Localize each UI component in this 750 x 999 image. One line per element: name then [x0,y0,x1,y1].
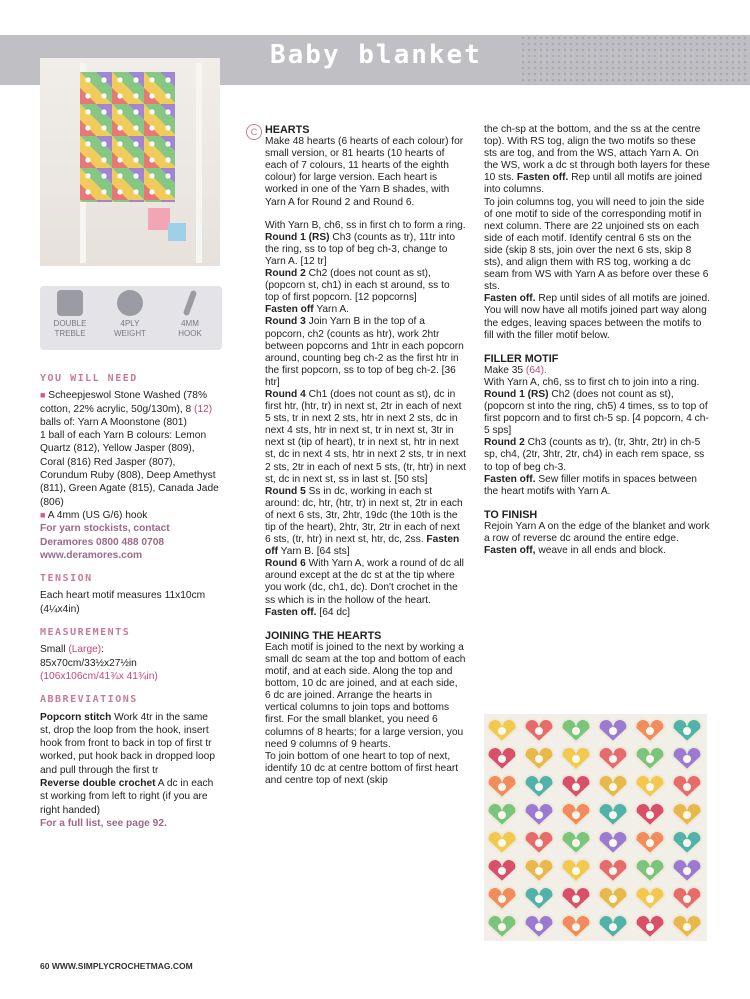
column-2 [484,124,710,557]
heart-motif [525,887,554,910]
stitch-swatch-icon [57,290,83,316]
text: Popcorn stitch [40,711,112,723]
toy-cube [148,208,170,230]
heading-hearts: HEARTS [265,124,310,136]
abbr-popcorn [40,711,220,777]
heart-motif [673,803,702,826]
text: the ch-sp at the bottom, and the ss at the centre top). With RS tog, align the two motifs so these sts are tog, and from the WS, attach Yarn A. On the WS, work a dc st through both layers for these 10 sts. [484,124,710,184]
heart-motif [599,915,628,938]
icon-label: 4PLY WEIGHT [114,319,146,338]
heart-motif [562,803,591,826]
paragraph: To join bottom of one heart to top of next, identify 10 dc at centre bottom of first heart and centre top of next (skip [265,750,459,786]
hook-icon [168,290,212,339]
heart-motif [599,859,628,882]
section-heading: ABBREVIATIONS [40,694,138,706]
heart-motif [636,775,665,798]
text: A 4mm (US G/6) hook [47,509,148,521]
text: Round 4 [265,388,306,400]
materials-hook: ■ A 4mm (US G/6) hook [40,509,148,521]
text: Scheepjeswol Stone Washed (78% cotton, 22% acrylic, 50g/130m), 8 [40,390,208,415]
heart-motif [562,831,591,854]
text: With Yarn A, work a round of dc all around except at the dc st at the tip where you work (dc, ch1, dc). Don't crochet in the ss which is in the hollow of the heart. [265,558,464,606]
heart-motif [673,747,702,770]
section-badge: C [246,124,262,140]
round [265,558,466,618]
paragraph [484,474,710,498]
skill-icons [40,286,222,350]
heart-motif [562,747,591,770]
heart-motif [673,887,702,910]
yarn-ball-icon [108,290,152,339]
heart-motif [599,831,628,854]
text: Ch2 (does not count as st), (popcorn st, ch1) in each st around, ss to top of first popcorn. [12 popcorns] [265,268,450,304]
heart-motif [636,887,665,910]
heart-motif [636,719,665,742]
heart-motif [525,859,554,882]
text: Rep until all motifs are joined into columns. [484,172,703,196]
text: (64). [525,364,547,376]
measure-sizes: Small (Large): [40,644,105,656]
section-heading: YOU WILL NEED [40,373,138,384]
materials-yarn: ■ Scheepjeswol Stone Washed (78% cotton, 22% acrylic, 50g/130m), 8 (12) balls of: Yarn A Moonstone (801) [40,390,213,428]
heart-motif [599,747,628,770]
heart-motif [488,747,517,770]
heart-motif [673,719,702,742]
website-link[interactable]: www.deramores.com [40,549,143,561]
heart-motif [636,915,665,938]
hearts-grid-image [484,714,707,941]
heart-motif [599,719,628,742]
section-heading: MEASUREMENTS [40,627,131,639]
text: Fasten off. [265,606,317,618]
text: (Large) [68,644,102,656]
text: Fasten off [265,304,314,316]
measure-large: (106x106cm/41¾x 41¾in) [40,670,158,682]
round [265,389,466,486]
text: Fasten off. [484,473,536,485]
heart-motif [525,719,554,742]
text: Make 35 [484,364,524,376]
heart-motif [562,915,591,938]
text: Yarn A. [316,304,349,316]
heart-motif [673,859,702,882]
text: Round 1 (RS) [484,388,549,400]
text: Fasten off [265,534,460,558]
paragraph: Make 48 hearts (6 hearts of each colour) for small version, or 81 hearts (10 hearts of each of 7 colours, 11 hearts of the eighth colour) for large version. Each heart is worked in one of the Yarn B shades, with Yarn A for Round 2 and Round 6. [265,136,464,208]
heart-motif [525,831,554,854]
heart-motif [488,831,517,854]
text: Yarn B. [64 sts] [280,546,350,558]
text: Round 1 (RS) [265,231,330,243]
heart-motif [562,887,591,910]
text: Work 4tr in the same st, drop the loop from the hook, insert hook from front to back in top of first tr worked, put hook back in dropped loop and pull through the first tr [40,711,216,776]
round [265,304,466,316]
text: Round 6 [265,558,306,570]
paragraph: Each motif is joined to the next by working a small dc seam at the top and bottom of each motif, and at each side. Along the top and bottom, 10 dc are joined, and at each side, 6 dc are joined. Arrange the hearts in vertical columns to join tops and bottoms first. For the small blanket, you need 6 columns of 8 hearts; for a large version, you need 9 columns of 9 hearts. [265,641,466,750]
round [265,268,466,304]
yarn-icon [117,290,143,316]
text: Ss in dc, working in each st around: dc, htr, (htr, tr) in next st, 2tr in each of next 6 sts, 3tr, 2htr, 19dc (the 10th is the tip of the heart), 2htr, 3tr, 2tr in each of next 6 sts, (tr, htr) in next st, htr, dc, 2ss. [265,485,463,546]
double-treble-icon [48,290,92,339]
banner-pattern [520,35,750,85]
column-1 [265,124,466,787]
heart-motif [636,803,665,826]
paragraph [484,197,710,294]
round [484,389,710,437]
text: Round 2 [484,437,525,449]
heart-motif [636,747,665,770]
heart-motif [673,915,702,938]
heart-motif [673,831,702,854]
heart-motif [562,719,591,742]
text: Rep until sides of all motifs are joined. You will now have all motifs joined part way along the edges, leaving spaces between the motifs to fill with the filler motif below. [484,293,710,341]
text: Round 5 [265,485,306,497]
text: balls of: Yarn A Moonstone (801) [40,416,187,428]
text: Ch3 (counts as tr), (tr, 3htr, 2tr) in ch-5 sp, ch4, (2tr, 3htr, 2tr, ch4) in each rem space, ss to top of beg ch-3. [484,437,705,473]
paragraph [484,545,710,557]
heart-motif [525,775,554,798]
materials-colours: 1 ball of each Yarn B colours: Lemon Quartz (812), Yellow Jasper (809), Coral (816) Red Jasper (807), Corundum Ruby (808), Deep Amethyst (811), Green Agate (815), Canada Jade (806) [40,430,219,508]
heart-motif [488,719,517,742]
paragraph: With Yarn A, ch6, ss to first ch to join into a ring. [484,376,700,388]
page-title: Baby blanket [270,40,482,70]
heading-filler: FILLER MOTIF [484,352,559,365]
text: Join Yarn B in the top of a popcorn, ch2 (counts as htr), work 2htr between popcorns and 1htr in each popcorn around, counting beg ch-2 as the first htr in the first popcorn, ss to top of beg ch-2. [36 htr] [265,316,464,388]
text: weave in all ends and block. [538,545,666,557]
text: To join columns tog, you will need to join the side of one motif to side of the corresponding motif in next column. There are 22 unjoined sts on each side of each motif. Identify central 6 sts on the side (skip 8 sts, join over the next 6 sts, skip 8 sts), and align them with RS tog, working a dc seam from WS with Yarn A as before over these 6 sts. [484,196,709,293]
heart-motif [562,859,591,882]
heart-motif [488,775,517,798]
heart-motif [599,803,628,826]
heart-motif [488,887,517,910]
text: Round 2 [265,268,306,280]
round [265,486,466,559]
paragraph [484,124,710,197]
text: Fasten off. [516,172,569,184]
heart-motif [488,803,517,826]
hook-shape-icon [183,290,198,316]
paragraph: Rejoin Yarn A on the edge of the blanket and work a row of reverse dc around the entire edge. [484,520,710,544]
heart-motif [599,775,628,798]
sidebar [40,372,220,840]
text: A dc in each st working from left to right (if you are right handed) [40,778,214,816]
text: Round 3 [265,316,306,328]
abbr-rdc [40,777,220,817]
section-heading: TENSION [40,573,93,585]
measure-small: 85x70cm/33½x27½in [40,657,137,669]
paragraph [484,293,710,341]
heart-motif [636,831,665,854]
icon-label: 4MM HOOK [178,319,202,338]
heart-motif [525,915,554,938]
heading-joining: JOINING THE HEARTS [265,629,382,642]
heart-motif [525,803,554,826]
round [484,437,710,473]
text: (12) [194,403,213,415]
heart-motif [562,775,591,798]
heading-finish: TO FINISH [484,508,538,521]
heart-motif [525,747,554,770]
paragraph: With Yarn B, ch6, ss in first ch to form a ring. [265,219,466,231]
text: Fasten off, [484,545,536,557]
heart-motif [636,859,665,882]
text: Fasten off. [484,293,536,305]
blanket-photo [40,58,220,266]
heart-motif [599,887,628,910]
heart-motif [488,915,517,938]
round [265,316,466,389]
toy-cube [168,223,186,241]
stockists-text: For yarn stockists, contact Deramores 0800 488 0708 [40,523,170,548]
text: Small [40,644,66,656]
text: Sew filler motifs in spaces between the heart motifs with Yarn A. [484,473,697,497]
text: Reverse double crochet [40,778,156,790]
finished-blanket-photo [484,714,707,941]
heart-motif [673,775,702,798]
paragraph [484,365,710,377]
text: [64 dc] [319,606,350,618]
text: Ch2 (does not count as st), (popcorn st into the ring, ch5) 4 times, ss to top of first popcorn and to first ch-5 sp. [4 popcorn, 4 ch-5 sps] [484,388,709,437]
tension-text: Each heart motif measures 11x10cm (4¼x4in) [40,590,206,615]
page-footer: 60 WWW.SIMPLYCROCHETMAG.COM [40,961,193,971]
icon-label: DOUBLE TREBLE [53,319,87,338]
full-list-link[interactable]: For a full list, see page 92. [40,817,167,829]
text: Ch1 (does not count as st), dc in first htr, (htr, tr) in next st, 2tr in each of next 5 sts, tr in next 2 sts, htr in next 2 sts, dc in next 4 sts, htr in next st, tr in next st, 3tr in next st (tip of heart), tr in next st, htr in next st, dc in next 4 sts, htr in next 2 sts, tr in next 2 sts, 2tr in each of next 5 sts, (tr, htr) in next st, dc in next st, ss in last st. [50 sts] [265,388,467,485]
blanket-shape [80,72,175,202]
round [265,232,466,268]
text: Ch3 (counts as tr), 11tr into the ring, ss to top of beg ch-3, change to Yarn A. [12 tr] [265,231,456,267]
heart-motif [488,859,517,882]
